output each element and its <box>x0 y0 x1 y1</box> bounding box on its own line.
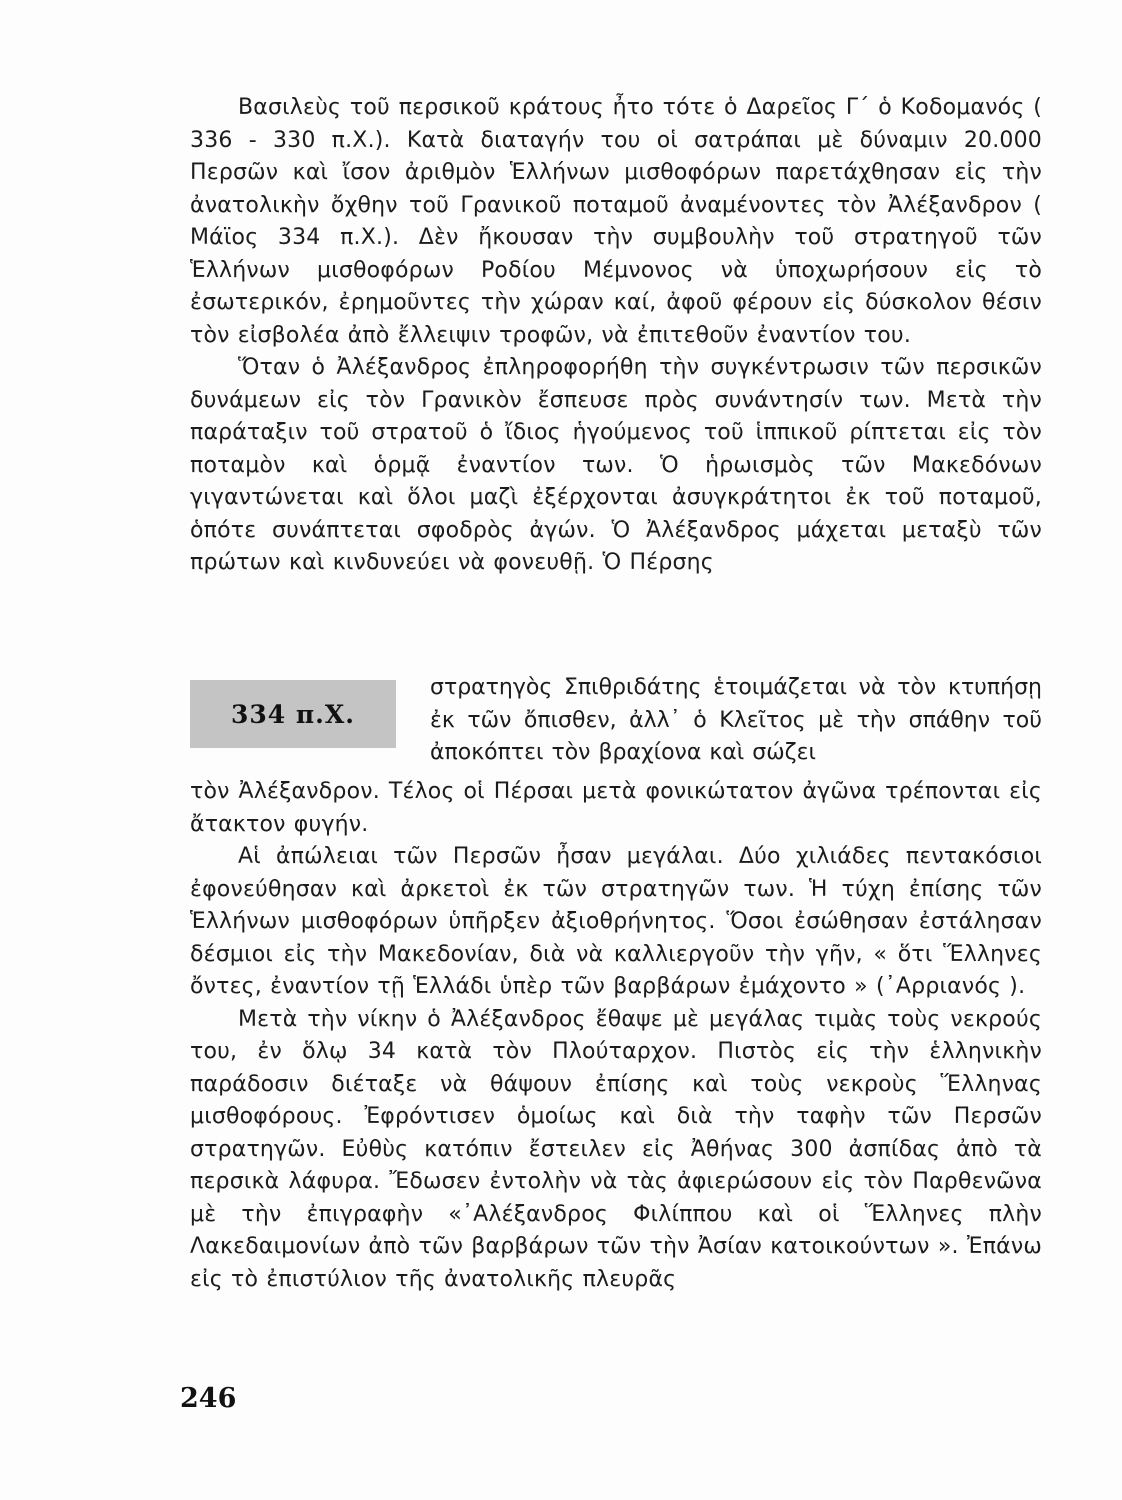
page-number: 246 <box>180 1383 237 1414</box>
date-side-note: 334 π.Χ. <box>190 680 396 748</box>
paragraph-continuation: τὸν Ἀλέξανδρον. Τέλος οἱ Πέρσαι μετὰ φονικώτατον ἀγῶνα τρέπονται εἰς ἄτακτον φυγήν. <box>190 779 1042 837</box>
text-block-bottom <box>190 776 1042 1296</box>
paragraph-aftermath: Μετὰ τὴν νίκην ὁ Ἀλέξανδρος ἔθαψε μὲ μεγάλας τιμὰς τοὺς νεκρούς του, ἐν ὅλῳ 34 κατὰ τὸν Πλούταρχον. Πιστὸς εἰς τὴν ἑλληνικὴν παράδοσιν διέταξε νὰ θάψουν ἐπίσης καὶ τοὺς νεκροὺς Ἕλληνας μισθοφόρους. Ἐφρόντισεν ὁμοίως καὶ διὰ τὴν ταφὴν τῶν Περσῶν στρατηγῶν. Εὐθὺς κατόπιν ἔστειλεν εἰς Ἀθήνας 300 ἀσπίδας ἀπὸ τὰ περσικὰ λάφυρα. Ἔδωσεν ἐντολὴν νὰ τὰς ἀφιερώσουν εἰς τὸν Παρθενῶνα μὲ τὴν ἐπιγραφὴν «᾽Αλέξανδρος Φιλίππου καὶ οἱ Ἕλληνες πλὴν Λακεδαιμονίων ἀπὸ τῶν βαρβάρων τῶν τὴν Ἀσίαν κατοικούντων ». Ἐπάνω εἰς τὸ ἐπιστύλιον τῆς ἀνατολικῆς πλευρᾶς <box>190 1006 1042 1292</box>
paragraph-losses: Αἱ ἀπώλειαι τῶν Περσῶν ἦσαν μεγάλαι. Δύο χιλιάδες πεντακόσιοι ἐφονεύθησαν καὶ ἀρκετοὶ ἐκ τῶν στρατηγῶν των. Ἡ τύχη ἐπίσης τῶν Ἑλλήνων μισθοφόρων ὑπῆρξεν ἀξιοθρήνητος. Ὅσοι ἐσώθησαν ἐστάλησαν δέσμιοι εἰς τὴν Μακεδονίαν, διὰ νὰ καλλιεργοῦν τὴν γῆν, « ὅτι Ἕλληνες ὄντες, ἐναντίον τῇ Ἑλλάδι ὑπὲρ τῶν βαρβάρων ἐμάχοντο » (᾽Αρριανός ). <box>190 844 1042 999</box>
paragraph-granicus-battle: Ὅταν ὁ Ἀλέξανδρος ἐπληροφορήθη τὴν συγκέντρωσιν τῶν περσικῶν δυνάμεων εἰς τὸν Γρανικὸν ἔσπευσε πρὸς συνάντησίν των. Μετὰ τὴν παράταξιν τοῦ στρατοῦ ὁ ἴδιος ἡγούμενος τοῦ ἱππικοῦ ρίπτεται εἰς τὸν ποταμὸν καὶ ὁρμᾷ ἐναντίον των. Ὁ ἡρωισμὸς τῶν Μακεδόνων γιγαντώνεται καὶ ὅλοι μαζὶ ἐξέρχονται ἀσυγκράτητοι ἐκ τοῦ ποταμοῦ, ὁπότε συνάπτεται σφοδρὸς ἀγών. Ὁ Ἀλέξανδρος μάχεται μεταξὺ τῶν πρώτων καὶ κινδυνεύει νὰ φονευθῇ. Ὁ Πέρσης <box>190 355 1042 575</box>
text-block-top <box>190 92 1042 580</box>
side-text: στρατηγὸς Σπιθριδάτης ἑτοιμάζεται νὰ τὸν κτυπήσῃ ἐκ τῶν ὄπισθεν, ἀλλ᾽ ὁ Κλεῖτος μὲ τὴν σπάθην τοῦ ἀποκόπτει τὸν βραχίονα καὶ σώζει <box>430 675 1042 765</box>
paragraph-darius: Βασιλεὺς τοῦ περσικοῦ κράτους ἦτο τότε ὁ Δαρεῖος Γ΄ ὁ Κοδομανός ( 336 - 330 π.Χ.). Κατὰ διαταγήν του οἱ σατράπαι μὲ δύναμιν 20.000 Περσῶν καὶ ἴσον ἀριθμὸν Ἑλλήνων μισθοφόρων παρετάχθησαν εἰς τὴν ἀνατολικὴν ὄχθην τοῦ Γρανικοῦ ποταμοῦ ἀναμένοντες τὸν Ἀλέξανδρον ( Μάϊος 334 π.Χ.). Δὲν ἤκουσαν τὴν συμβουλὴν τοῦ στρατηγοῦ τῶν Ἑλλήνων μισθοφόρων Ροδίου Μέμνονος νὰ ὑποχωρήσουν εἰς τὸ ἐσωτερικόν, ἐρημοῦντες τὴν χώραν καί, ἀφοῦ φέρουν εἰς δύσκολον θέσιν τὸν εἰσβολέα ἀπὸ ἔλλειψιν τροφῶν, νὰ ἐπιτεθοῦν ἐναντίον του. <box>190 95 1042 348</box>
